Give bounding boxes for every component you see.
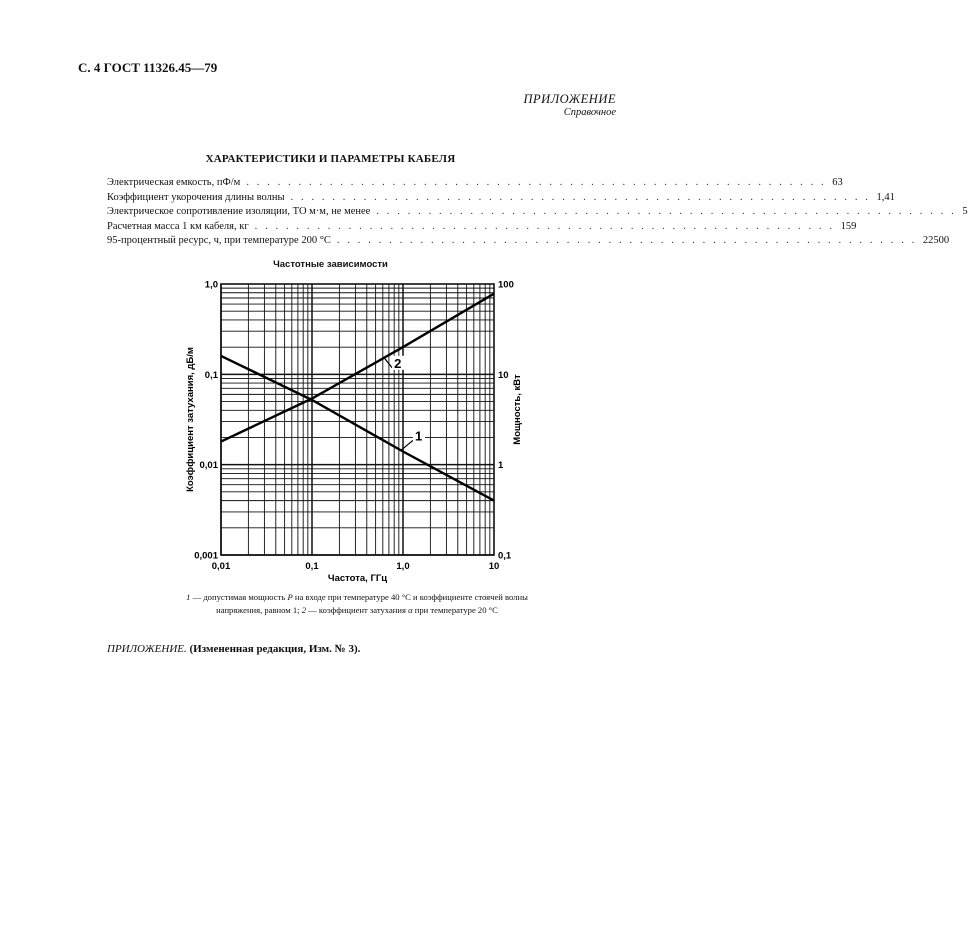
chart-caption [172,591,542,616]
parameter-label: Коэффициент укорочения длины волны [107,191,285,203]
appendix-subtitle: Справочное [563,106,616,118]
page-header: С. 4 ГОСТ 11326.45—79 [78,60,218,75]
y-right-tick-label: 1 [498,460,504,472]
caption-num-1: 1 [186,592,191,602]
caption-symbol-p: P [287,592,293,602]
x-axis-label: Частота, ГГц [327,573,388,584]
y-left-tick-label: 0,001 [194,550,218,562]
parameter-label: Расчетная масса 1 км кабеля, кг [107,220,249,232]
leader-dots: . . . . . . . . . . . . . . . . . . . . . . . . . . . . . . . . . . . . . . . . . . . . . . . . . . . . . . . . [246,177,827,188]
parameter-label: Электрическое сопротивление изоляции, ТО м·м, не менее [107,206,371,217]
series-lines [221,294,494,501]
leader-dots: . . . . . . . . . . . . . . . . . . . . . . . . . . . . . . . . . . . . . . . . . . . . . . . . . . . . . . . . [290,191,871,203]
frequency-chart [0,0,661,600]
series-label-leader [384,358,392,368]
parameter-value: 159 [840,220,857,232]
x-tick-label: 0,1 [305,561,319,572]
y-left-tick-label: 1,0 [204,279,218,291]
caption-text-3: — коэффициент затухания [306,604,409,615]
parameter-value: 1,41 [876,191,895,203]
caption-text-4: при температуре 20 °С [412,604,498,615]
y-right-tick-label: 0,1 [498,550,512,562]
y-axis-left-label: Коэффициент затухания, дБ/м [185,347,196,492]
footnote-label: ПРИЛОЖЕНИЕ. [107,643,187,655]
x-tick-label: 1,0 [396,561,410,572]
y-right-tick-label: 10 [498,369,509,381]
chart-grid [221,284,494,555]
leader-dots: . . . . . . . . . . . . . . . . . . . . . . . . . . . . . . . . . . . . . . . . . . . . . . . . . . . . . . . . [254,220,835,232]
parameter-value: 22500 [922,235,950,246]
chart-title: Частотные зависимости [273,259,388,270]
x-tick-label: 0,01 [211,561,231,572]
y-left-tick-label: 0,1 [204,369,218,381]
parameter-value: 63 [832,177,843,188]
x-tick-label: 10 [488,561,500,572]
parameter-label: Электрическая емкость, пФ/м [107,177,241,188]
plot-frame [221,284,494,555]
footnote-text: (Измененная редакция, Изм. № 3). [186,643,361,655]
y-axis-right-label: Мощность, кВт [512,374,523,445]
y-left-tick-label: 0,01 [199,460,218,472]
caption-text-1: — допустимая мощность [190,592,288,602]
caption-num-2: 2 [301,604,307,615]
leader-dots: . . . . . . . . . . . . . . . . . . . . . . . . . . . . . . . . . . . . . . . . . . . . . . . . . . . . . . . . [336,235,917,246]
parameter-value: 5 [962,206,968,217]
appendix-title: ПРИЛОЖЕНИЕ [523,92,616,106]
leader-dots: . . . . . . . . . . . . . . . . . . . . . . . . . . . . . . . . . . . . . . . . . . . . . . . . . . . . . . . . [376,206,957,217]
y-right-tick-label: 100 [498,279,514,291]
series-label-1: 1 [414,428,423,444]
parameter-label: 95-процентный ресурс, ч, при температуре 200 °С [107,235,331,246]
series-label-2: 2 [394,355,402,371]
section-title: ХАРАКТЕРИСТИКИ И ПАРАМЕТРЫ КАБЕЛЯ [205,153,456,165]
caption-symbol-alpha: α [408,604,413,615]
footnote [107,643,360,655]
caption-text-2: на входе при температуре 40 °С и коэффициенте стоячей волны напряжения, равном 1; [216,592,528,615]
series-line-2 [221,294,494,442]
